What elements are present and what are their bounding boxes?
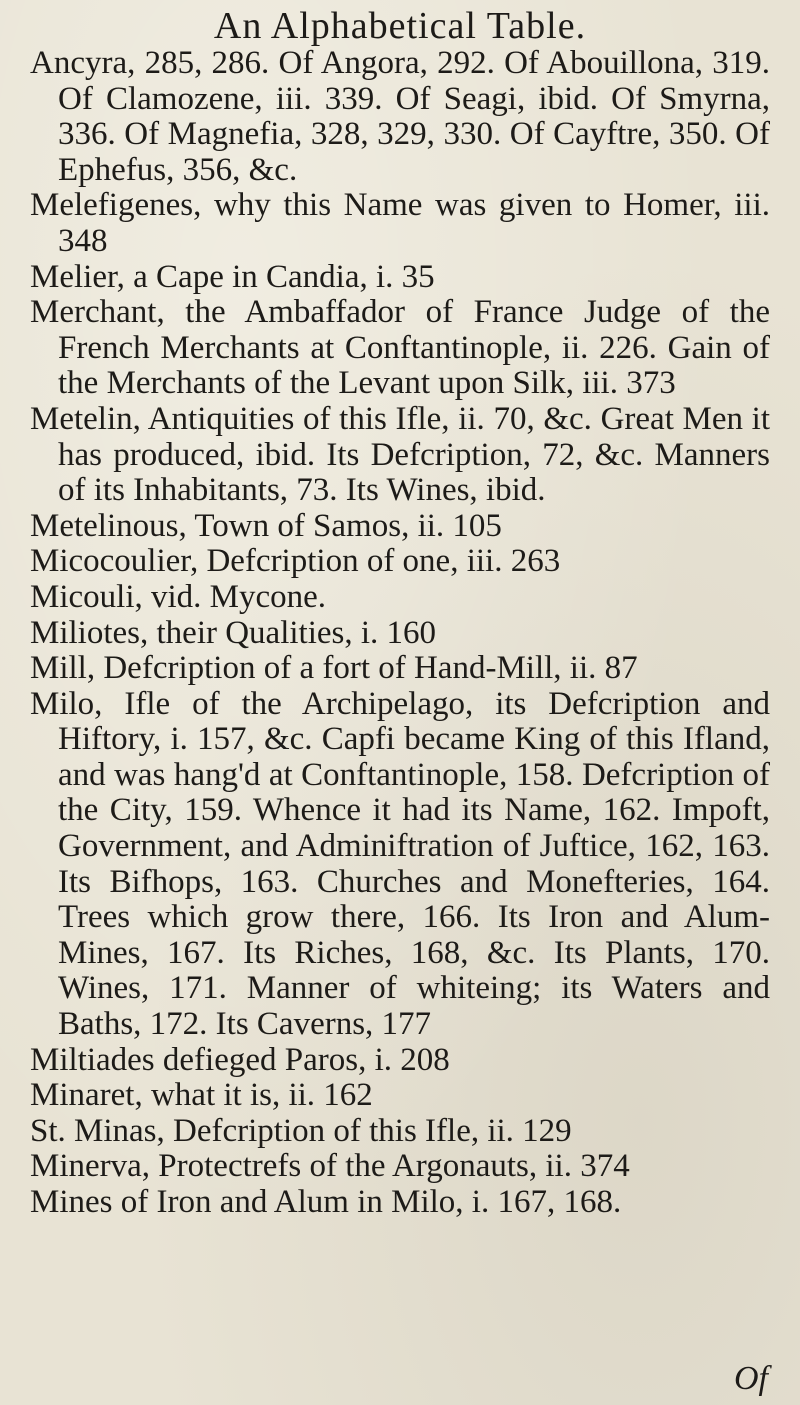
index-entry: Merchant, the Ambaffador of France Judge of the French Merchants at Conftantinople, ii. 226. Gain of the Merchants of the Levant upon Silk, iii. 373 <box>30 294 770 402</box>
index-entry: Mines of Iron and Alum in Milo, i. 167, 168. <box>30 1184 622 1220</box>
index-entry: Micouli, vid. Mycone. <box>30 578 327 615</box>
index-entry: Metelinous, Town of Samos, ii. 105 <box>30 507 502 544</box>
index-entry: Miliotes, their Qualities, i. 160 <box>30 614 437 651</box>
catchword: Of <box>734 1360 768 1397</box>
index-entry: Minaret, what it is, ii. 162 <box>30 1077 373 1114</box>
running-head: An Alphabetical Table. <box>213 5 587 47</box>
index-entry: Mill, Defcription of a fort of Hand-Mill, ii. 87 <box>30 650 638 687</box>
index-entry: Melefigenes, why this Name was given to Homer, iii. 348 <box>30 187 770 259</box>
index-entry: Melier, a Cape in Candia, i. 35 <box>30 258 435 295</box>
index-entry: Minerva, Protectrefs of the Argonauts, ii. 374 <box>30 1148 630 1185</box>
index-entry: Miltiades defieged Paros, i. 208 <box>30 1041 450 1078</box>
index-entry: Ancyra, 285, 286. Of Angora, 292. Of Abouillona, 319. Of Clamozene, iii. 339. Of Seagi, ibid. Of Smyrna, 336. Of Magnefia, 328, 329, 330. Of Cayftre, 350. Of Ephefus, 356, &c. <box>30 45 770 188</box>
index-entry: Metelin, Antiquities of this Ifle, ii. 70, &c. Great Men it has produced, ibid. Its Defcription, 72, &c. Manners of its Inhabitants, 73. Its Wines, ibid. <box>30 400 770 509</box>
index-entries <box>30 46 770 1221</box>
index-entry: Milo, Ifle of the Archipelago, its Defcription and Hiftory, i. 157, &c. Capfi became King of this Ifland, and was hang'd at Conftantinople, 158. Defcription of the City, 159. Whence it had its Name, 162. Impoft, Government, and Adminiftration of Juftice, 162, 163. Its Bifhops, 163. Churches and Monefteries, 164. Trees which grow there, 166. Its Iron and Alum-Mines, 167. Its Riches, 168, &c. Its Plants, 170. Wines, 171. Manner of whiteing; its Waters and Baths, 172. Its Caverns, 177 <box>30 685 770 1043</box>
index-entry: Micocoulier, Defcription of one, iii. 263 <box>30 543 561 580</box>
index-entry: St. Minas, Defcription of this Ifle, ii. 129 <box>30 1112 572 1149</box>
